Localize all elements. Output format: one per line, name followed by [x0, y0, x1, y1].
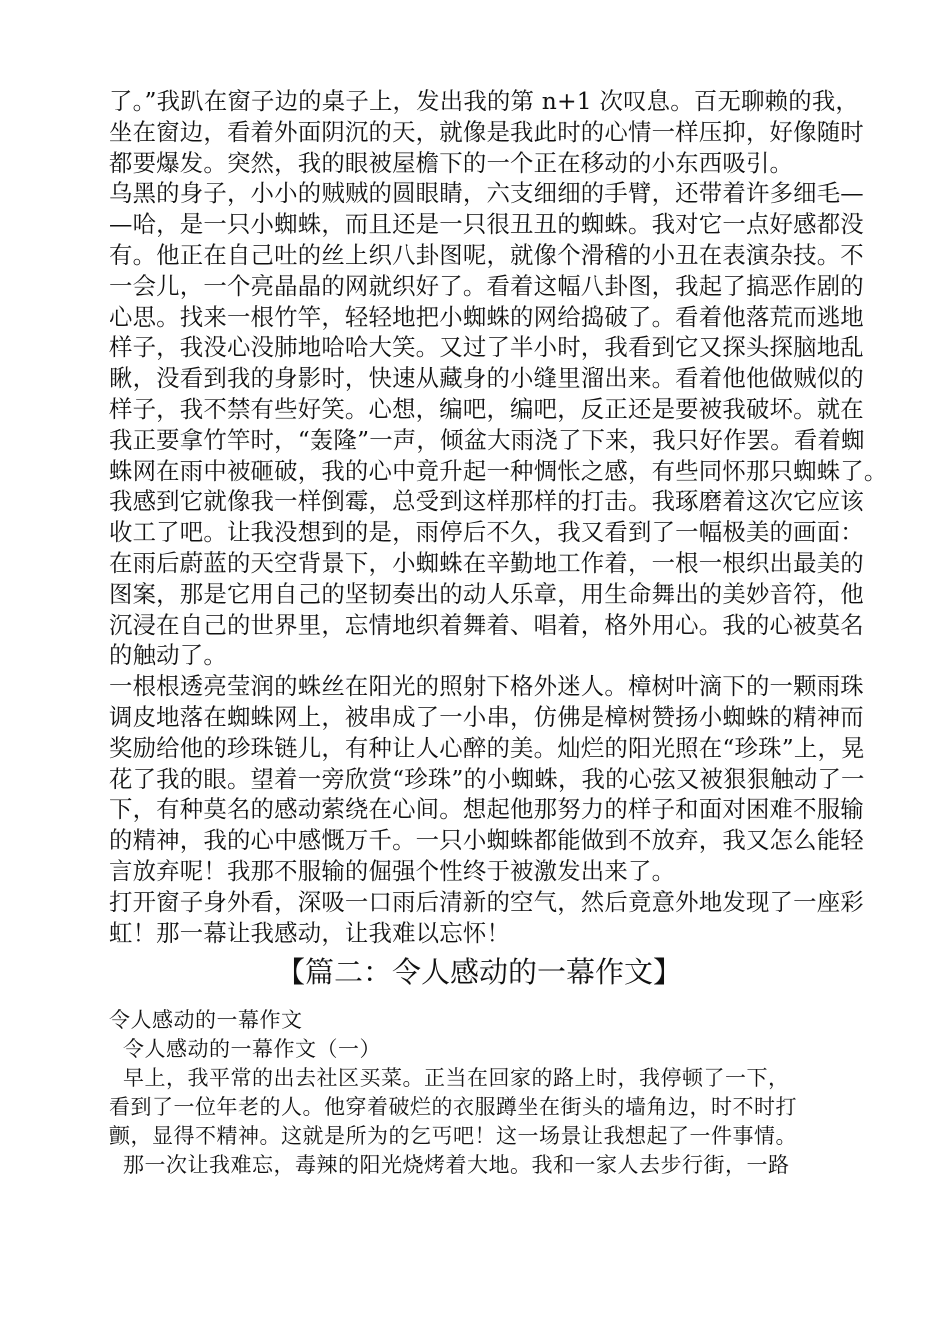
text-line: 早上，我平常的出去社区买菜。正当在回家的路上时，我停顿了一下， — [123, 1066, 790, 1091]
text-line: 奖励给他的珍珠链儿，有种让人心醉的美。灿烂的阳光照在“珍珠”上，晃 — [109, 733, 865, 762]
paragraph-1 — [109, 86, 869, 178]
text-line: 看到了一位年老的人。他穿着破烂的衣服蹲坐在街头的墙角边，时不时打 — [109, 1095, 797, 1120]
text-line: 收工了吧。让我没想到的是，雨停后不久，我又看到了一幅极美的画面： — [109, 518, 864, 547]
paragraph-4 — [109, 887, 869, 949]
text-line: 的精神，我的心中感慨万千。一只小蜘蛛都能做到不放弃，我又怎么能轻 — [109, 826, 864, 855]
text-line: 颤，显得不精神。这就是所为的乞丐吧！这一场景让我想起了一件事情。 — [109, 1124, 797, 1149]
text-line: 在雨后蔚蓝的天空背景下，小蜘蛛在辛勤地工作着，一根一根织出最美的 — [109, 548, 864, 577]
essay-subtitle: 令人感动的一幕作文（一） — [123, 1037, 381, 1062]
paragraph-3 — [109, 671, 869, 887]
paragraph-5 — [109, 1064, 869, 1151]
text-line: 我正要拿竹竿时，“轰隆”一声，倾盆大雨浇了下来，我只好作罢。看着蜘 — [109, 425, 865, 454]
text-line: 言放弃呢！我那不服输的倔强个性终于被激发出来了。 — [109, 856, 676, 885]
text-line: 一会儿，一个亮晶晶的网就织好了。看着这幅八卦图，我起了搞恶作剧的 — [109, 271, 864, 300]
text-line: 那一次让我难忘，毒辣的阳光烧烤着大地。我和一家人去步行街，一路 — [123, 1153, 790, 1178]
text-line: 都要爆发。突然，我的眼被屋檐下的一个正在移动的小东西吸引。 — [109, 148, 794, 177]
text-line: 了。”我趴在窗子边的桌子上，发出我的第 n+1 次叹息。百无聊赖的我， — [109, 87, 859, 115]
text-line: 蛛网在雨中被砸破，我的心中竟升起一种惆怅之感，有些同怀那只蜘蛛了。 — [109, 456, 888, 485]
text-line: 下，有种莫名的感动萦绕在心间。想起他那努力的样子和面对困难不服输 — [109, 795, 864, 824]
text-line: 乌黑的身子，小小的贼贼的圆眼睛，六支细细的手臂，还带着许多细毛— — [109, 179, 864, 208]
paragraph-2 — [109, 178, 888, 671]
text-line: 样子，我没心没肺地哈哈大笑。又过了半小时，我看到它又探头探脑地乱 — [109, 333, 864, 362]
text-line: 的触动了。 — [109, 641, 227, 670]
text-line: 调皮地落在蜘蛛网上，被串成了一小串，仿佛是樟树赞扬小蜘蛛的精神而 — [109, 702, 864, 731]
text-line: 沉浸在自己的世界里，忘情地织着舞着、唱着，格外用心。我的心被莫名 — [109, 610, 864, 639]
spacer — [109, 998, 869, 1006]
text-line: —哈，是一只小蜘蛛，而且还是一只很丑丑的蜘蛛。我对它一点好感都没 — [109, 210, 864, 239]
text-line: 虹！那一幕让我感动，让我难以忘怀！ — [109, 918, 511, 947]
text-line: 花了我的眼。望着一旁欣赏“珍珠”的小蜘蛛，我的心弦又被狠狠触动了一 — [109, 764, 865, 793]
text-line: 心思。找来一根竹竿，轻轻地把小蜘蛛的网给捣破了。看着他落荒而逃地 — [109, 302, 864, 331]
text-line: 打开窗子身外看，深吸一口雨后清新的空气，然后竟意外地发现了一座彩 — [109, 887, 864, 916]
section-heading: 【篇二：令人感动的一幕作文】 — [275, 955, 682, 990]
text-line: 瞅，没看到我的身影时，快速从藏身的小缝里溜出来。看着他他做贼似的 — [109, 364, 864, 393]
text-line: 图案，那是它用自己的坚韧奏出的动人乐章，用生命舞出的美妙音符，他 — [109, 579, 864, 608]
document-body — [109, 86, 888, 1180]
essay-title: 令人感动的一幕作文 — [109, 1008, 303, 1033]
text-line: 有。他正在自己吐的丝上织八卦图呢，就像个滑稽的小丑在表演杂技。不 — [109, 240, 864, 269]
text-line: 一根根透亮莹润的蛛丝在阳光的照射下格外迷人。樟树叶滴下的一颗雨珠 — [109, 672, 864, 701]
text-line: 我感到它就像我一样倒霉，总受到这样那样的打击。我琢磨着这次它应该 — [109, 487, 864, 516]
text-line: 坐在窗边，看着外面阴沉的天，就像是我此时的心情一样压抑，好像随时 — [109, 117, 864, 146]
paragraph-6 — [109, 1151, 869, 1180]
text-line: 样子，我不禁有些好笑。心想，编吧，编吧，反正还是要被我破坏。就在 — [109, 394, 864, 423]
